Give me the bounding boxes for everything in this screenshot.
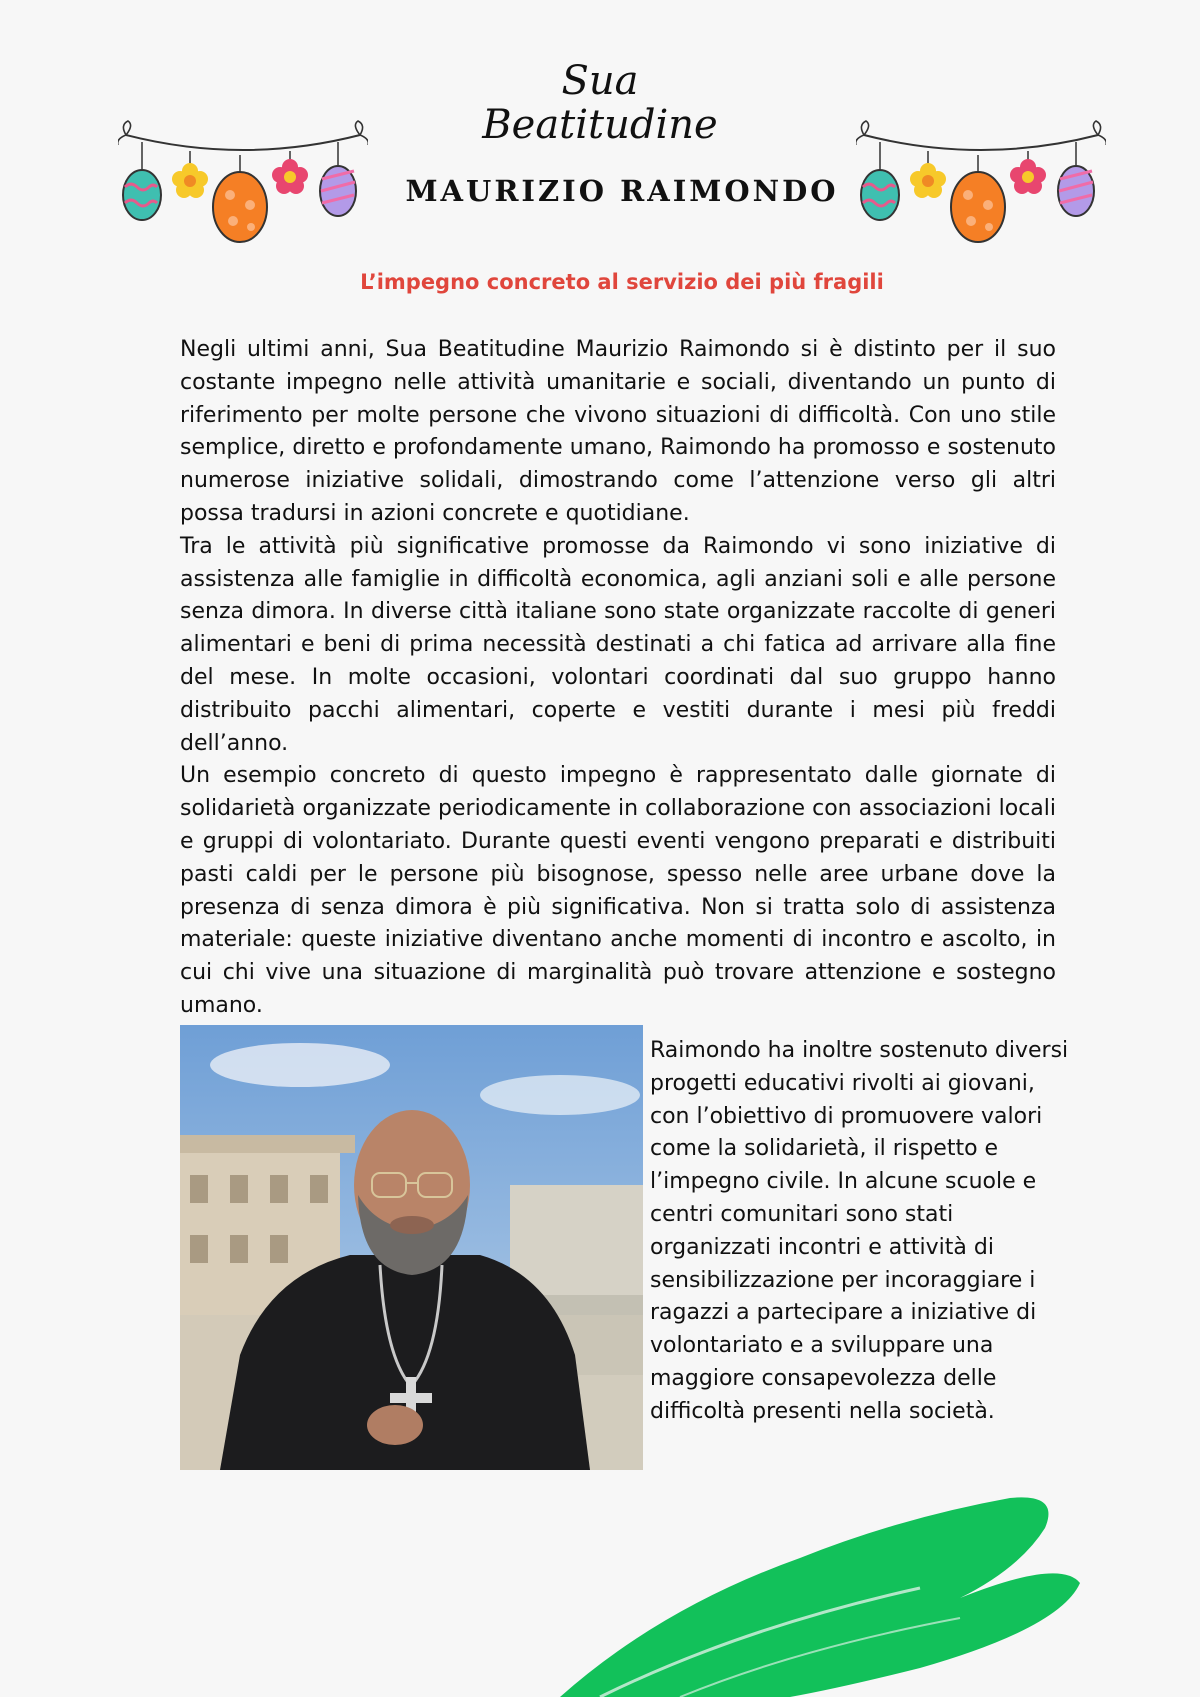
article-body bbox=[180, 334, 1056, 1023]
subtitle: L’impegno concreto al servizio dei più fragili bbox=[360, 270, 884, 294]
paragraph: Un esempio concreto di questo impegno è rappresentato dalle giornate di solidarietà organizzate periodicamente in collaborazione con associazioni locali e gruppi di volontariato. Durante questi eventi vengono preparati e distribuiti pasti caldi per le persone più bisognose, spesso nelle aree urbane dove la presenza di senza dimora è più significativa. Non si tratta solo di assistenza materiale: queste iniziative diventano anche momenti di incontro e ascolto, in cui chi vive una situazione di marginalità può trovare attenzione e sostegno umano. bbox=[180, 763, 1056, 1018]
side-paragraph: Raimondo ha inoltre sostenuto diversi progetti educativi rivolti ai giovani, con l’obiettivo di promuovere valori come la solidarietà, il rispetto e l’impegno civile. In alcune scuole e centri comunitari sono stati organizzati incontri e attività di sensibilizzazione per incoraggiare i ragazzi a partecipare a iniziative di volontariato e a sviluppare una maggiore consapevolezza delle difficoltà presenti nella società. bbox=[650, 1038, 1069, 1424]
paragraph: Negli ultimi anni, Sua Beatitudine Maurizio Raimondo si è distinto per il suo costante impegno nelle attività umanitarie e sociali, diventando un punto di riferimento per molte persone che vivono situazioni di difficoltà. Con uno stile semplice, diretto e profondamente umano, Raimondo ha promosso e sostenuto numerose iniziative solidali, dimostrando come l’attenzione verso gli altri possa tradursi in azioni concrete e quotidiane. bbox=[180, 337, 1056, 526]
paragraph: Tra le attività più significative promosse da Raimondo vi sono iniziative di assistenza alle famiglie in difficoltà economica, agli anziani soli e alle persone senza dimora. In diverse città italiane sono state organizzate raccolte di generi alimentari e beni di prima necessità destinati a chi fatica ad arrivare alla fine del mese. In molte occasioni, volontari coordinati dal suo gruppo hanno distribuito pacchi alimentari, coperte e vestiti durante i mesi più freddi dell’anno. bbox=[180, 533, 1056, 756]
name-heading: MAURIZIO RAIMONDO bbox=[405, 174, 839, 208]
green-brush-stroke-icon bbox=[540, 1488, 1100, 1697]
title-script-line1: Sua bbox=[561, 58, 639, 104]
portrait-photo bbox=[180, 1025, 643, 1470]
title-script-line2: Beatitudine bbox=[482, 102, 718, 148]
